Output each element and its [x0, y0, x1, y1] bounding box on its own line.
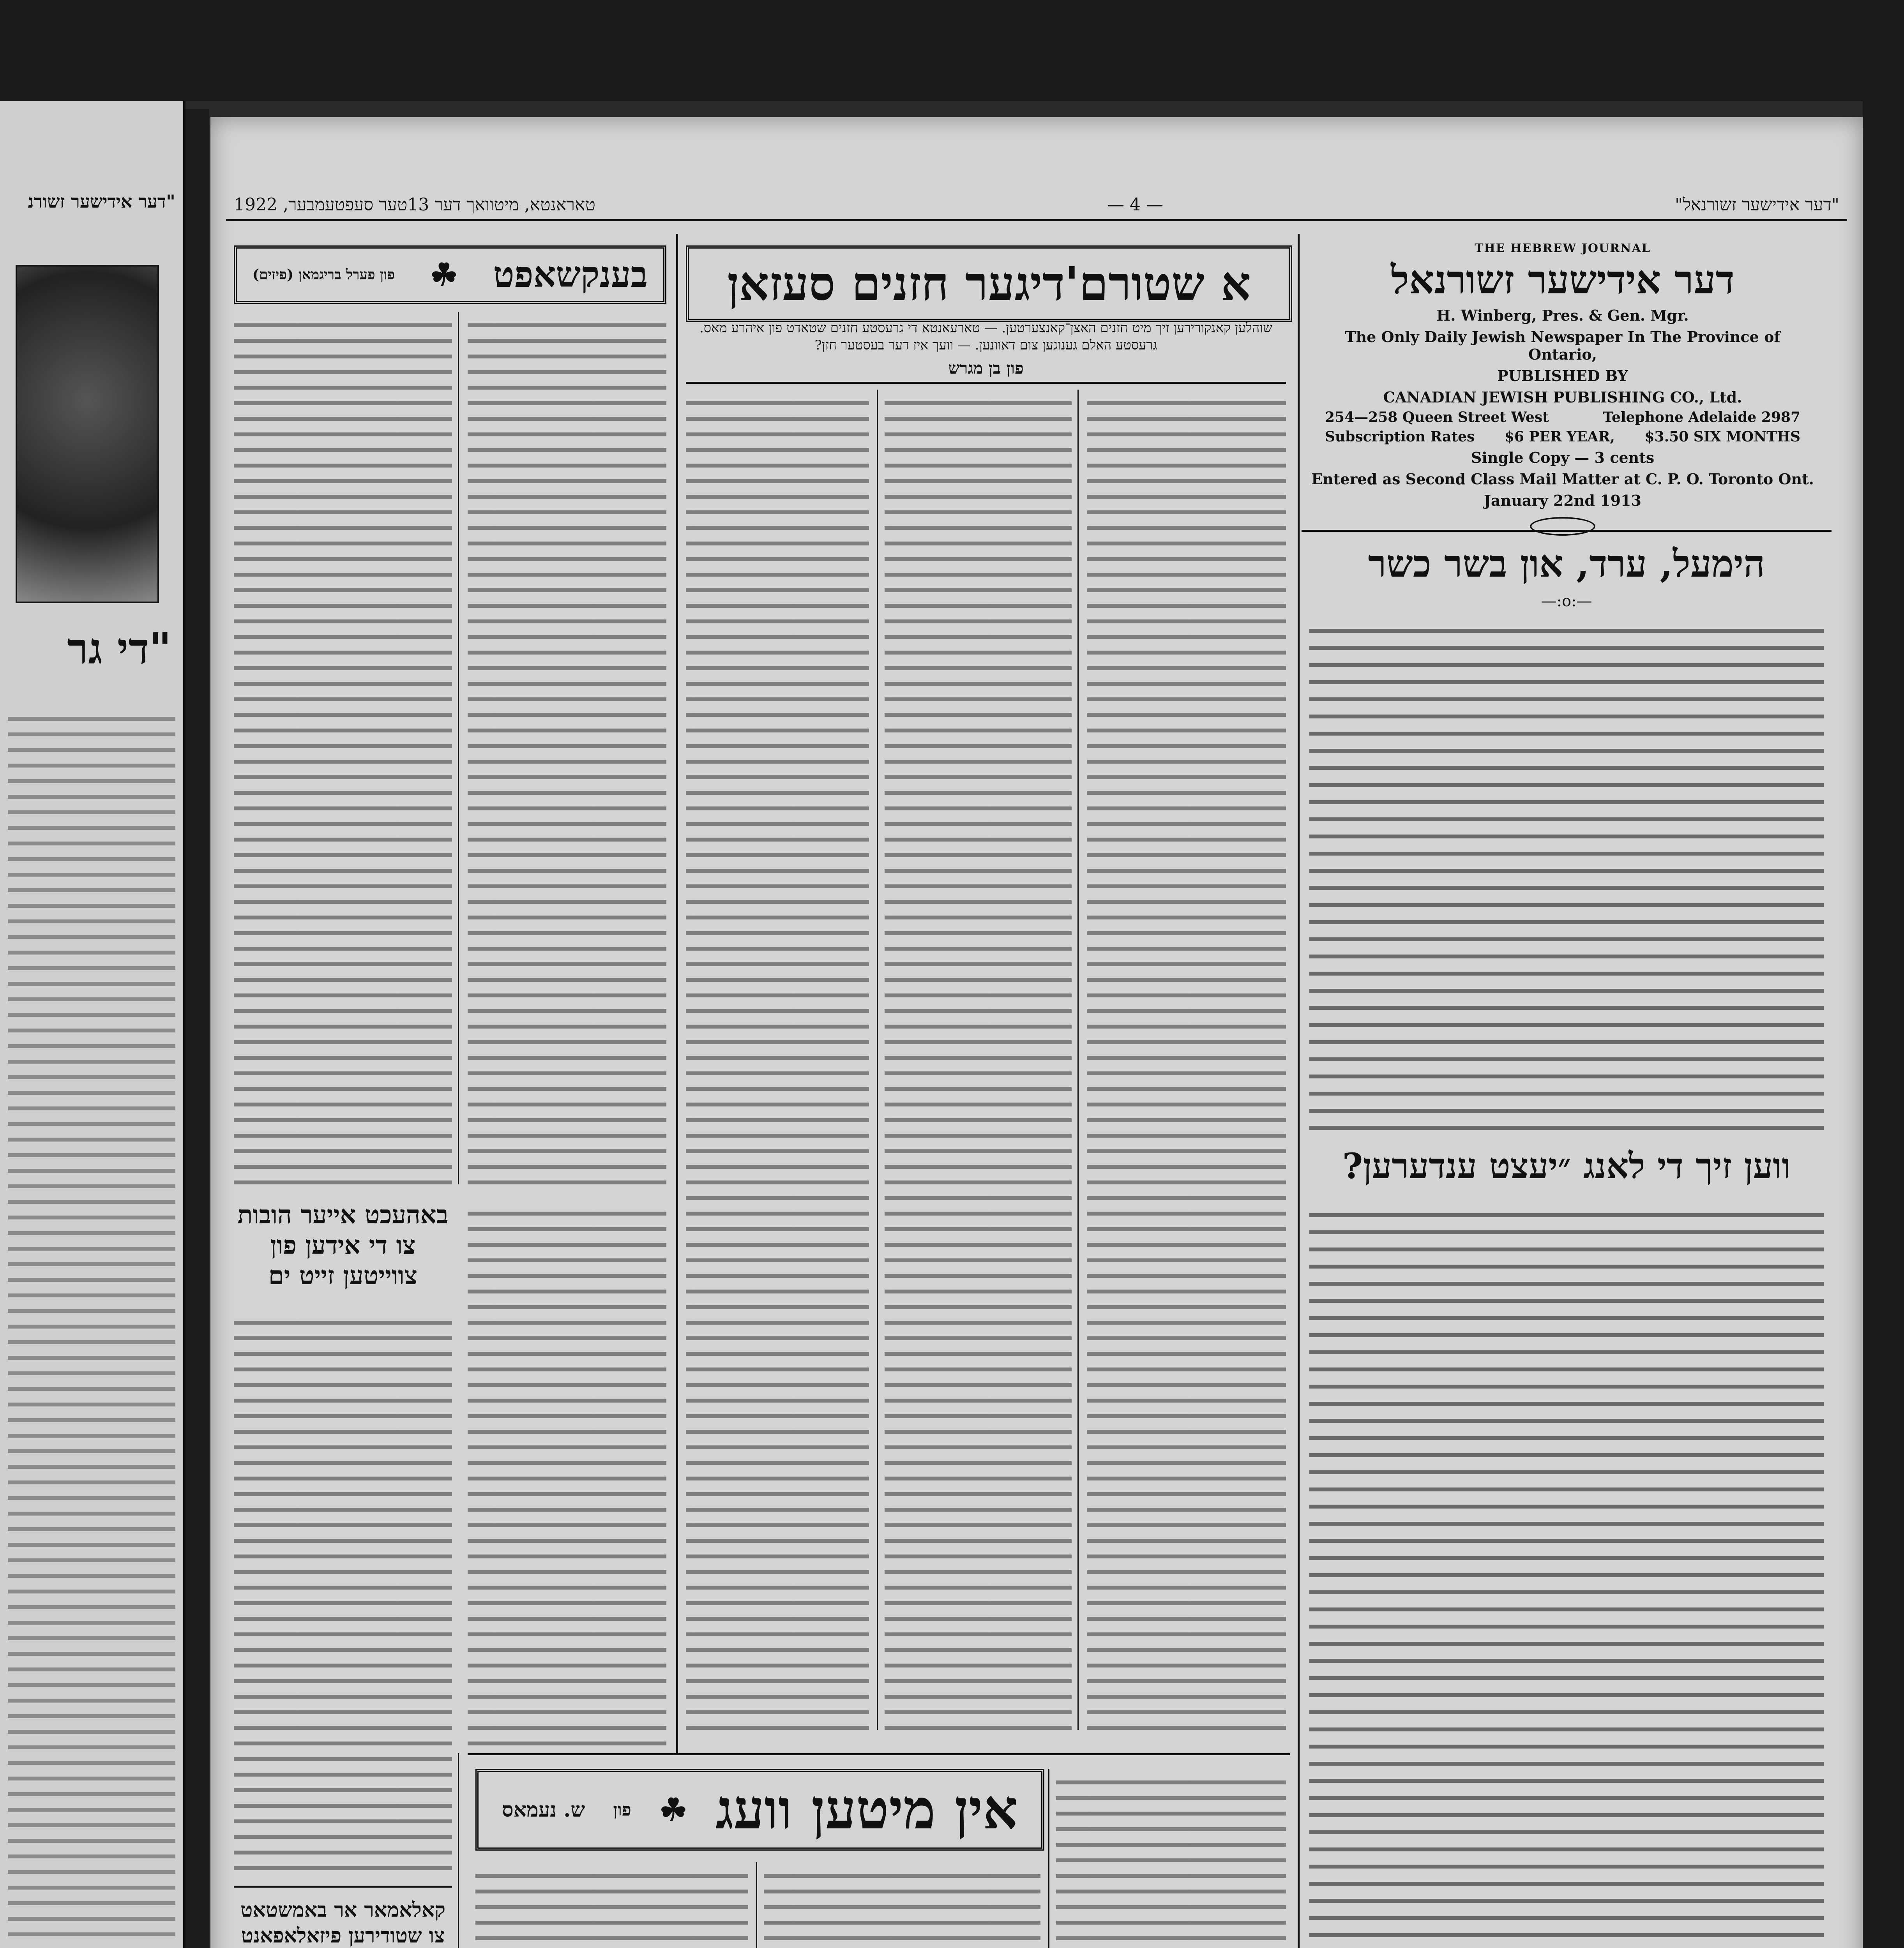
editorial-separator: —:o:—	[1541, 592, 1592, 610]
masthead-address: 254—258 Queen Street West	[1325, 409, 1549, 425]
masthead-company: CANADIAN JEWISH PUBLISHING CO., Ltd.	[1383, 388, 1742, 406]
adjacent-page-text-column	[8, 705, 175, 1948]
adjacent-page-headline: "די גר	[67, 623, 171, 674]
editorial-body-text	[1309, 616, 1824, 1138]
scan-background-top	[0, 0, 1904, 101]
bottom-feature-title: אין מיטען וועג	[715, 1778, 1018, 1842]
masthead-contact-row	[1309, 409, 1816, 425]
column-rule	[1077, 390, 1079, 1730]
page-folio	[234, 191, 1839, 218]
editorial2-body-text	[1309, 1200, 1824, 1948]
bottom-feature-column-1	[764, 1862, 1040, 1948]
center-feature-rule	[686, 382, 1286, 384]
editorial2-headline: ווען זיך די לאנג ״יעצט ענדערען?	[1342, 1145, 1791, 1187]
adjacent-page-header: "דער אידישער זשורנ	[28, 191, 175, 212]
folio-page-number: — 4 —	[1107, 194, 1163, 215]
adjacent-page-fragment	[0, 101, 185, 1948]
column-rule	[458, 1753, 459, 1948]
center-feature-byline: פון בן מגרש	[948, 358, 1024, 378]
center-feature-column-2	[885, 390, 1072, 1730]
left-feature-title: בענקשאפט	[493, 254, 648, 295]
left-continuation-text	[468, 1200, 666, 1745]
center-feature-subheading: שוהלען קאנקורירען זיך מיט חזנים האצן־קאנצערטען. — טארעאנטא די גרעסטע חזנים שטאדט פון איהרע מאס. גרעסטע האלם גענוגען צום דאוונען. — וועך איז דער בעסטער חזן?	[699, 320, 1273, 353]
masthead-yiddish-title: דער אידישער זשורנאל	[1391, 257, 1734, 303]
page-gutter	[185, 109, 209, 1948]
bottom-feature-from: פון	[613, 1800, 631, 1820]
single-copy-price: Single Copy — 3 cents	[1471, 449, 1655, 466]
masthead	[1309, 242, 1816, 522]
subscription-year: $6 PER YEAR,	[1504, 429, 1615, 445]
masthead-telephone: Telephone Adelaide 2987	[1603, 409, 1800, 425]
column-rule	[676, 234, 678, 1753]
subscription-label: Subscription Rates	[1325, 429, 1475, 445]
bottom-feature-byline: ש. נעמאס	[502, 1798, 585, 1822]
scan-background-right	[1863, 101, 1904, 1948]
center-feature-continuation	[1056, 1769, 1286, 1948]
masthead-published-by: PUBLISHED BY	[1497, 367, 1628, 385]
ornament-icon	[1530, 517, 1595, 536]
newspaper-page	[210, 117, 1863, 1948]
bottom-feature-title-box	[475, 1769, 1044, 1851]
section-rule	[234, 1886, 452, 1888]
left-feature-column-1	[468, 312, 666, 1184]
entry-date: January 22nd 1913	[1484, 492, 1641, 509]
bottom-feature-rule	[468, 1753, 1290, 1755]
leaf-ornament-icon: ☘	[659, 1791, 687, 1828]
lower-left-headline: קאלאמאר אר באמשטאט צו שטודירען פיזאלאפאנט	[240, 1898, 446, 1948]
masthead-editor: H. Winberg, Pres. & Gen. Mgr.	[1436, 307, 1689, 324]
column-rule	[1298, 234, 1300, 1948]
left-feature-column-2	[234, 312, 452, 1184]
adjacent-page-illustration	[16, 265, 159, 603]
column-rule	[756, 1862, 757, 1948]
editorial-headline: הימעל, ערד, און בשר כשר	[1368, 542, 1765, 586]
subscription-six-months: $3.50 SIX MONTHS	[1644, 429, 1800, 445]
mail-entry-notice: Entered as Second Class Mail Matter at C. P. O. Toronto Ont.	[1311, 470, 1814, 488]
folio-dateline: טאראנטא, מיטוואך דער 13טער סעפטעמבער, 1922	[234, 194, 595, 215]
left-feature-title-box	[234, 245, 666, 304]
center-feature-column-1	[1087, 390, 1286, 1730]
masthead-rule	[1302, 530, 1832, 532]
mid-left-body-text	[234, 1309, 452, 1878]
masthead-subscription-row	[1309, 429, 1816, 445]
bottom-feature-column-2	[475, 1862, 748, 1948]
column-rule	[458, 312, 459, 1184]
masthead-english-title: THE HEBREW JOURNAL	[1475, 242, 1651, 255]
folio-running-title: "דער אידישער זשורנאל"	[1674, 194, 1839, 215]
mid-left-headline: באהעכט אייער הובות צו די אידען פון צווייטען זייט ים	[237, 1200, 449, 1290]
left-feature-byline: פון פערל בריגמאן (פיזים)	[253, 266, 395, 283]
leaf-ornament-icon: ☘	[430, 256, 458, 293]
masthead-tagline: The Only Daily Jewish Newspaper In The Province of Ontario,	[1345, 328, 1780, 363]
center-feature-headline: א שטורם'דיגער חזנים סעזאן	[686, 245, 1292, 322]
column-rule	[1048, 1769, 1049, 1948]
folio-rule	[226, 219, 1847, 221]
column-rule	[877, 390, 878, 1730]
center-feature-column-3	[686, 390, 869, 1730]
